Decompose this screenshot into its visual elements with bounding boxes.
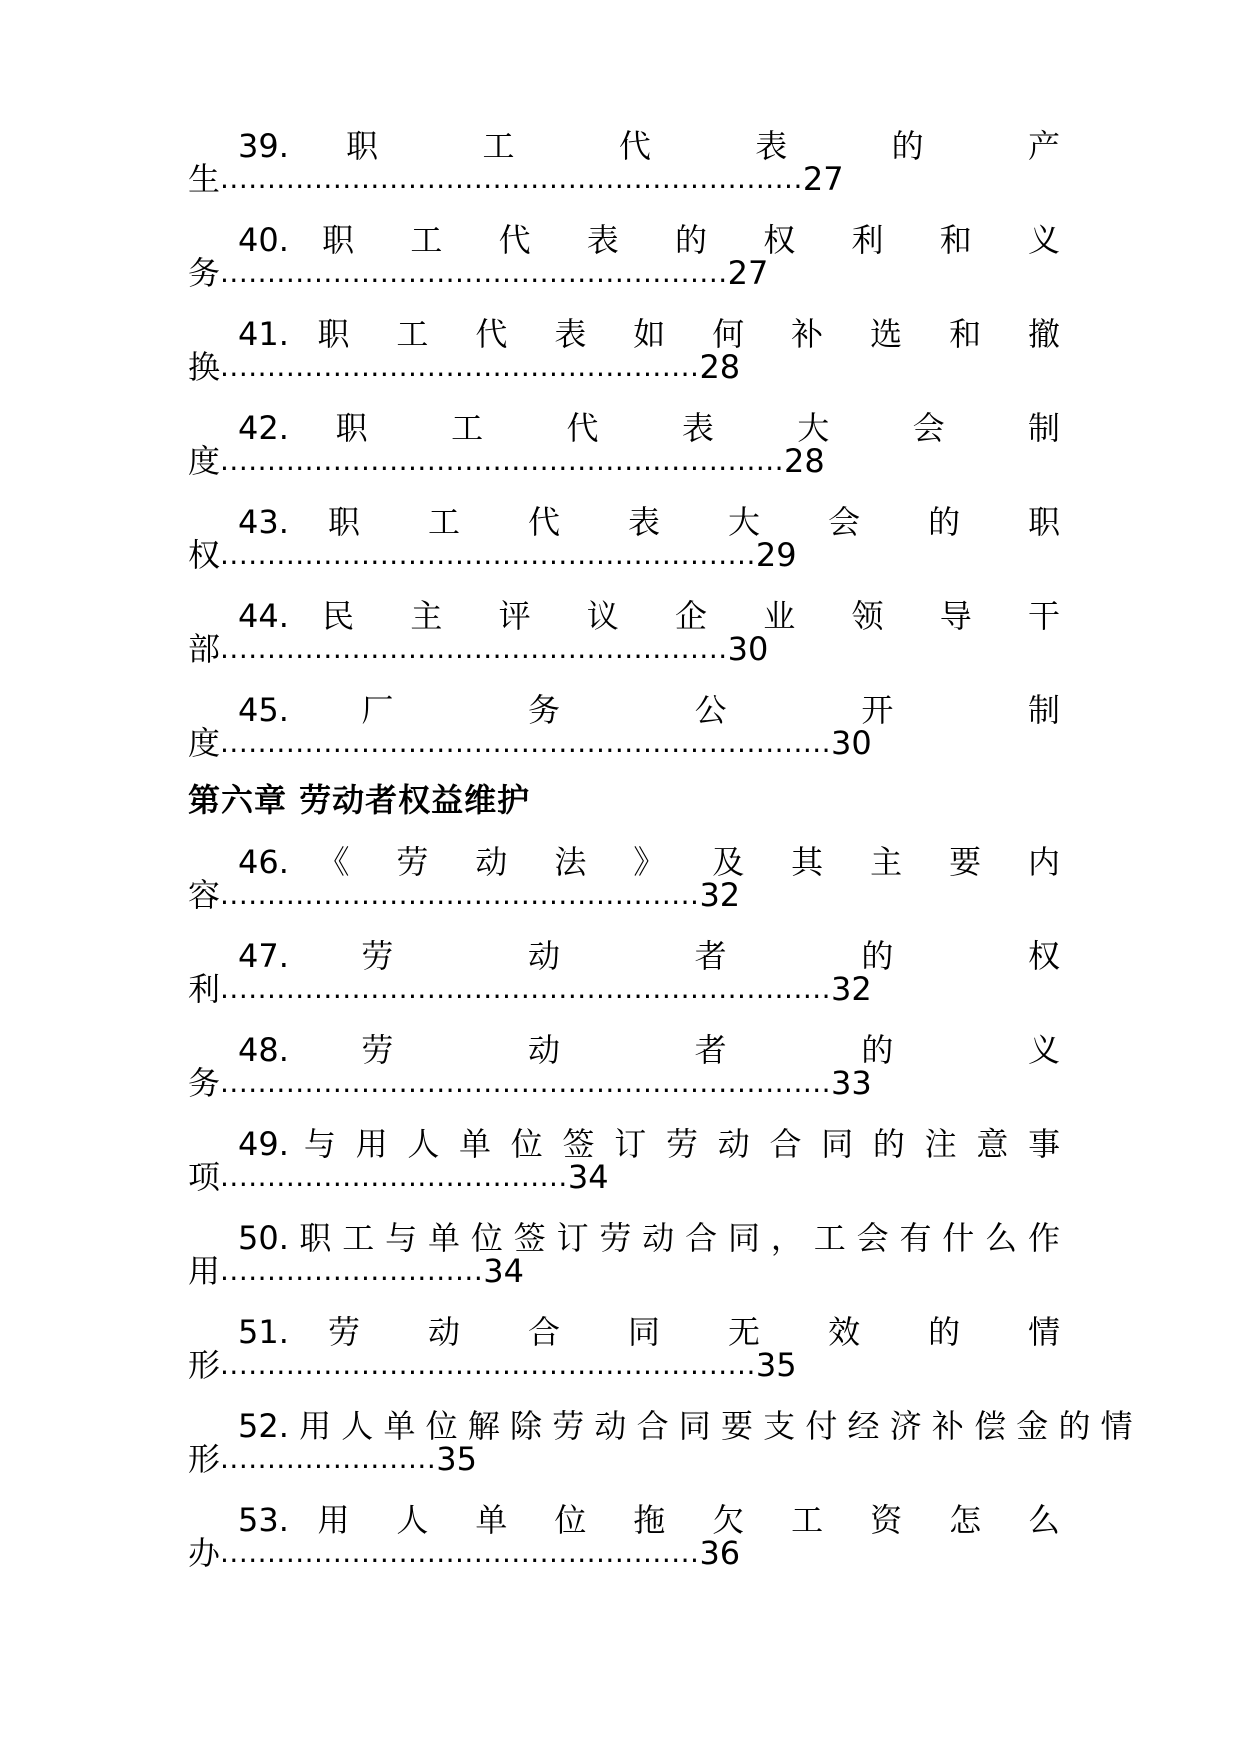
toc-page-number: 27 — [727, 254, 769, 292]
toc-entry-title-char: 用 — [317, 1501, 368, 1539]
toc-entry-title-char: 表 — [554, 315, 605, 353]
toc-dot-leader: .............................................................. — [220, 164, 803, 194]
toc-entry-title-char: 动 — [527, 937, 623, 975]
toc-entry-title-char: 的 — [891, 127, 971, 165]
toc-entry-title-char: 动 — [527, 1031, 623, 1069]
toc-dot-leader: ..................................... — [220, 1162, 568, 1192]
toc-entry-title-char: 济 — [889, 1407, 922, 1445]
toc-entry-title-char: 职 — [299, 1219, 332, 1257]
toc-entry-leader-line — [188, 876, 1060, 914]
toc-entry-title-char: 评 — [498, 597, 554, 635]
toc-page-number: 33 — [831, 1064, 872, 1102]
toc-entry-number: 47. — [238, 937, 289, 975]
toc-entry-title-char: 位 — [554, 1501, 605, 1539]
toc-page-number: 34 — [567, 1158, 609, 1196]
toc-entry-title-char: 领 — [851, 597, 907, 635]
toc-entry-title-char: 业 — [763, 597, 819, 635]
toc-entry-leader-line — [188, 254, 1060, 292]
toc-entry-title-char: 劳 — [396, 843, 447, 881]
toc-entry-title-char: 与 — [385, 1219, 418, 1257]
toc-entry-title-char: 表 — [755, 127, 835, 165]
toc-entry-title-char: 义 — [1028, 1031, 1061, 1069]
toc-entry-title-line — [188, 1126, 1060, 1162]
toc-group-before-chapter — [188, 127, 1061, 762]
toc-entry-leader-line — [188, 442, 1060, 480]
toc-entry-title-char: 》 — [633, 843, 684, 881]
toc-dot-leader: ...................................................... — [220, 258, 728, 288]
toc-entry-leader-line — [188, 1158, 1060, 1196]
toc-entry-title-char: 解 — [467, 1407, 500, 1445]
toc-entry-title-char: 工 — [813, 1219, 847, 1257]
toc-entry-title-char: 职 — [327, 503, 389, 541]
toc-entry-title-char: 的 — [861, 1031, 956, 1069]
toc-entry-title-char: 代 — [566, 409, 636, 447]
toc-entry-title-char: 《 — [317, 843, 368, 881]
toc-entry-title-char: 补 — [791, 315, 842, 353]
toc-entry-title-char: 内 — [1028, 843, 1061, 881]
toc-entry-title-char: 的 — [872, 1125, 910, 1163]
toc-dot-leader: ......................................................... — [220, 540, 756, 570]
toc-entry-title-char: 的 — [1058, 1407, 1091, 1445]
toc-entry-title-char: 职 — [335, 409, 405, 447]
toc-entry-title-char: 工 — [396, 315, 447, 353]
toc-entry[interactable] — [188, 1501, 1061, 1572]
toc-entry-leader-line — [188, 970, 1060, 1008]
toc-entry-title-char: 同 — [678, 1407, 711, 1445]
toc-entry-title-char: 主 — [870, 843, 921, 881]
toc-entry-title-char: 么 — [1028, 1501, 1061, 1539]
toc-entry[interactable] — [188, 127, 1060, 198]
toc-entry-title-char: 制 — [1028, 409, 1061, 447]
toc-entry-title-char: 其 — [791, 843, 842, 881]
toc-entry-title-char: ， — [770, 1219, 804, 1257]
toc-entry-title-end: 生 — [188, 160, 221, 198]
toc-entry-number: 49. — [238, 1125, 289, 1163]
toc-entry-title-char: 工 — [410, 221, 466, 259]
toc-entry-title-char: 情 — [1028, 1313, 1061, 1351]
toc-entry-title-char: 动 — [594, 1407, 627, 1445]
toc-entry-title-line — [188, 1032, 1060, 1068]
toc-entry-title-end: 换 — [188, 348, 221, 386]
toc-entry-title-char: 同 — [628, 1313, 689, 1351]
toc-entry-title-char: 大 — [797, 409, 866, 447]
toc-entry-title-char: 注 — [924, 1125, 962, 1163]
toc-entry-title-line — [188, 1407, 1133, 1445]
toc-entry[interactable] — [188, 315, 1061, 386]
toc-entry[interactable] — [188, 1219, 1061, 1290]
toc-entry[interactable] — [188, 409, 1061, 480]
toc-entry-title-char: 什 — [942, 1219, 975, 1257]
toc-entry-title-char: 支 — [763, 1407, 796, 1445]
toc-entry-title-end: 权 — [188, 536, 221, 574]
toc-page-number: 30 — [727, 630, 769, 668]
toc-entry-title-char: 大 — [728, 503, 789, 541]
toc-dot-leader: ......................................................... — [220, 1350, 756, 1380]
toc-entry-leader-line — [188, 1440, 1060, 1478]
toc-entry-title-char: 厂 — [361, 691, 456, 729]
toc-entry-title-char: 职 — [322, 221, 378, 259]
toc-dot-leader: ....................... — [220, 1444, 437, 1474]
toc-entry-number: 43. — [238, 503, 289, 541]
toc-entry-title-char: 会 — [828, 503, 889, 541]
toc-entry-title-char: 工 — [482, 127, 562, 165]
toc-entry-title-char: 动 — [717, 1125, 755, 1163]
toc-entry-title-char: 么 — [985, 1219, 1018, 1257]
toc-entry-title-char: 民 — [322, 597, 378, 635]
toc-entry-number: 45. — [238, 691, 289, 729]
toc-entry-title-char: 用 — [299, 1407, 332, 1445]
toc-entry-title-line — [188, 128, 1060, 164]
toc-entry-title-line — [188, 222, 1060, 258]
toc-entry-title-char: 同 — [821, 1125, 858, 1163]
toc-entry-title-char: 和 — [939, 221, 995, 259]
toc-page-number: 28 — [699, 348, 741, 386]
toc-entry-title-char: 议 — [586, 597, 642, 635]
toc-entry-title-char: 无 — [728, 1313, 789, 1351]
toc-entry-title-char: 表 — [586, 221, 642, 259]
toc-entry-title-end: 用 — [188, 1252, 221, 1290]
toc-dot-leader: ................................................... — [220, 1538, 700, 1568]
toc-entry-title-char: 怎 — [949, 1501, 1000, 1539]
toc-entry-title-char: 位 — [425, 1407, 458, 1445]
toc-entry-title-char: 经 — [847, 1407, 880, 1445]
toc-entry-number: 50. — [238, 1219, 289, 1257]
toc-entry-title-char: 工 — [791, 1501, 842, 1539]
toc-entry-title-char: 职 — [346, 127, 426, 165]
toc-entry-title-char: 何 — [712, 315, 763, 353]
toc-entry-title-char: 情 — [1100, 1407, 1133, 1445]
toc-entry-leader-line — [188, 536, 1060, 574]
toc-entry-title-end: 利 — [188, 970, 221, 1008]
toc-entry-title-char: 选 — [870, 315, 921, 353]
toc-entry-title-char: 的 — [928, 503, 989, 541]
toc-entry-title-char: 劳 — [665, 1125, 703, 1163]
toc-entry-number: 39. — [238, 127, 289, 165]
toc-entry-title-char: 欠 — [712, 1501, 763, 1539]
toc-entry[interactable] — [188, 1125, 1061, 1196]
toc-entry-leader-line — [188, 1534, 1060, 1572]
toc-entry[interactable] — [188, 937, 1061, 1008]
toc-entry-title-char: 主 — [410, 597, 466, 635]
toc-entry-title-char: 单 — [459, 1125, 496, 1163]
toc-entry-title-char: 产 — [1027, 127, 1060, 165]
toc-entry-title-char: 有 — [899, 1219, 932, 1257]
toc-entry-title-char: 代 — [475, 315, 526, 353]
toc-entry-number: 42. — [238, 409, 289, 447]
toc-entry-title-char: 劳 — [327, 1313, 389, 1351]
toc-page-number: 32 — [699, 876, 741, 914]
toc-entry-title-char: 与 — [303, 1125, 341, 1163]
toc-entry-title-char: 意 — [976, 1125, 1014, 1163]
toc-entry-number: 40. — [238, 221, 289, 259]
toc-entry-title-end: 务 — [188, 254, 221, 292]
toc-page-number: 36 — [699, 1534, 741, 1572]
toc-entry[interactable] — [188, 1407, 1133, 1478]
toc-entry-leader-line — [188, 630, 1060, 668]
toc-page-number: 28 — [784, 442, 825, 480]
toc-dot-leader: ................................................................. — [220, 728, 832, 758]
toc-entry-title-char: 单 — [475, 1501, 526, 1539]
toc-entry-leader-line — [188, 348, 1060, 386]
chapter-heading: 第六章 劳动者权益维护 — [188, 781, 531, 819]
toc-entry[interactable] — [188, 221, 1060, 292]
toc-entry-title-char: 工 — [342, 1219, 375, 1257]
toc-entry-title-char: 人 — [341, 1407, 374, 1445]
toc-entry-title-line — [188, 692, 1060, 728]
toc-entry-title-char: 要 — [720, 1407, 753, 1445]
toc-entry-title-end: 形 — [188, 1346, 221, 1384]
toc-entry-title-char: 合 — [528, 1313, 589, 1351]
toc-entry-title-char: 动 — [428, 1313, 489, 1351]
toc-entry-title-char: 签 — [513, 1219, 547, 1257]
toc-dot-leader: ................................................................. — [220, 1068, 832, 1098]
toc-entry-title-char: 动 — [475, 843, 526, 881]
toc-entry-title-char: 义 — [1027, 221, 1060, 259]
table-of-contents — [188, 127, 1133, 1596]
toc-entry-title-char: 订 — [614, 1125, 652, 1163]
toc-page-number: 29 — [755, 536, 797, 574]
toc-entry-title-char: 的 — [861, 937, 956, 975]
toc-entry-title-char: 表 — [681, 409, 751, 447]
toc-entry-title-char: 务 — [527, 691, 623, 729]
toc-entry-number: 53. — [238, 1501, 289, 1539]
toc-entry-title-end: 项 — [188, 1158, 221, 1196]
toc-entry[interactable] — [188, 843, 1061, 914]
toc-entry-title-char: 动 — [642, 1219, 675, 1257]
toc-entry-title-end: 办 — [188, 1534, 221, 1572]
toc-entry[interactable] — [188, 597, 1060, 668]
toc-entry-title-char: 干 — [1027, 597, 1060, 635]
toc-entry-leader-line — [188, 1346, 1060, 1384]
toc-entry-title-end: 度 — [188, 442, 221, 480]
toc-entry-title-char: 付 — [805, 1407, 838, 1445]
toc-entry-title-end: 务 — [188, 1064, 221, 1102]
toc-entry-leader-line — [188, 160, 1060, 198]
toc-entry-title-char: 劳 — [599, 1219, 632, 1257]
toc-entry-leader-line — [188, 724, 1060, 762]
toc-entry-title-char: 资 — [870, 1501, 921, 1539]
toc-entry-title-char: 订 — [556, 1219, 589, 1257]
toc-entry-title-char: 开 — [861, 691, 956, 729]
toc-page-number: 27 — [802, 160, 844, 198]
toc-page-number: 30 — [831, 724, 872, 762]
toc-entry-title-char: 导 — [939, 597, 995, 635]
toc-entry-title-char: 职 — [317, 315, 368, 353]
toc-entry-title-char: 的 — [675, 221, 731, 259]
toc-entry-title-char: 签 — [562, 1125, 600, 1163]
toc-entry-title-char: 位 — [470, 1219, 504, 1257]
toc-entry[interactable] — [188, 503, 1061, 574]
toc-entry-title-char: 偿 — [974, 1407, 1007, 1445]
toc-entry-title-char: 补 — [931, 1407, 964, 1445]
toc-entry[interactable] — [188, 1031, 1061, 1102]
toc-entry-title-char: 合 — [685, 1219, 718, 1257]
toc-entry-title-char: 者 — [694, 937, 789, 975]
toc-entry-title-char: 同 — [728, 1219, 761, 1257]
toc-dot-leader: ................................................... — [220, 880, 700, 910]
toc-dot-leader: ...................................................... — [220, 634, 728, 664]
toc-entry-title-char: 拖 — [633, 1501, 684, 1539]
toc-entry-title-char: 合 — [636, 1407, 669, 1445]
toc-entry[interactable] — [188, 1313, 1061, 1384]
toc-entry-title-line — [188, 504, 1060, 540]
toc-entry-title-char: 会 — [912, 409, 982, 447]
toc-entry-title-char: 工 — [451, 409, 520, 447]
toc-page-number: 35 — [755, 1346, 797, 1384]
toc-entry-title-char: 如 — [633, 315, 684, 353]
toc-dot-leader: ............................................................ — [220, 446, 785, 476]
toc-entry-title-char: 代 — [498, 221, 554, 259]
toc-entry-number: 48. — [238, 1031, 289, 1069]
toc-entry-number: 51. — [238, 1313, 289, 1351]
toc-dot-leader: ............................ — [220, 1256, 484, 1286]
toc-entry-number: 52. — [238, 1407, 289, 1445]
toc-entry-title-char: 代 — [528, 503, 589, 541]
toc-dot-leader: ................................................................. — [220, 974, 832, 1004]
toc-entry-title-line — [188, 1502, 1060, 1538]
toc-entry-title-char: 权 — [1028, 937, 1061, 975]
toc-entry-title-end: 形 — [188, 1440, 221, 1478]
toc-entry-title-char: 单 — [427, 1219, 461, 1257]
toc-entry-title-line — [188, 410, 1060, 446]
toc-entry-title-char: 要 — [949, 843, 1000, 881]
toc-entry-title-char: 制 — [1028, 691, 1061, 729]
toc-page-number: 32 — [831, 970, 872, 1008]
toc-entry-title-char: 及 — [712, 843, 763, 881]
toc-entry-title-char: 金 — [1016, 1407, 1049, 1445]
toc-entry-title-char: 位 — [510, 1125, 548, 1163]
toc-entry-title-char: 单 — [383, 1407, 416, 1445]
toc-page-number: 35 — [436, 1440, 477, 1478]
toc-entry-number: 46. — [238, 843, 289, 881]
toc-entry-title-char: 事 — [1028, 1125, 1061, 1163]
toc-entry-title-char: 的 — [928, 1313, 989, 1351]
toc-entry-title-char: 合 — [769, 1125, 807, 1163]
toc-group-chapter-six — [188, 843, 1133, 1572]
toc-entry-title-char: 公 — [694, 691, 789, 729]
toc-entry-title-char: 效 — [828, 1313, 889, 1351]
toc-entry[interactable] — [188, 691, 1061, 762]
toc-entry-title-char: 代 — [618, 127, 698, 165]
toc-entry-title-char: 表 — [628, 503, 689, 541]
toc-entry-title-char: 作 — [1028, 1219, 1061, 1257]
toc-entry-title-char: 法 — [554, 843, 605, 881]
toc-entry-leader-line — [188, 1252, 1060, 1290]
toc-dot-leader: ................................................... — [220, 352, 700, 382]
toc-entry-title-char: 劳 — [552, 1407, 585, 1445]
toc-entry-title-char: 权 — [763, 221, 819, 259]
toc-entry-title-line — [188, 316, 1060, 352]
toc-entry-title-char: 企 — [675, 597, 731, 635]
toc-entry-title-char: 会 — [856, 1219, 889, 1257]
toc-entry-title-char: 工 — [428, 503, 489, 541]
toc-page-number: 34 — [483, 1252, 524, 1290]
toc-entry-title-char: 职 — [1028, 503, 1061, 541]
toc-entry-title-end: 容 — [188, 876, 221, 914]
toc-entry-title-char: 除 — [510, 1407, 543, 1445]
toc-entry-title-char: 劳 — [361, 937, 456, 975]
toc-entry-title-line — [188, 938, 1060, 974]
toc-entry-leader-line — [188, 1064, 1060, 1102]
toc-entry-title-line — [188, 598, 1060, 634]
toc-entry-title-end: 度 — [188, 724, 221, 762]
toc-entry-title-char: 人 — [407, 1125, 445, 1163]
toc-entry-title-char: 劳 — [361, 1031, 456, 1069]
toc-entry-title-char: 者 — [694, 1031, 789, 1069]
toc-entry-title-char: 人 — [396, 1501, 447, 1539]
toc-entry-title-line — [188, 844, 1060, 880]
toc-entry-title-end: 部 — [188, 630, 221, 668]
toc-entry-title-char: 用 — [355, 1125, 393, 1163]
toc-entry-number: 41. — [238, 315, 289, 353]
toc-entry-title-char: 和 — [949, 315, 1000, 353]
toc-entry-number: 44. — [238, 597, 289, 635]
toc-entry-title-char: 利 — [851, 221, 907, 259]
toc-entry-title-line — [188, 1314, 1060, 1350]
toc-entry-title-line — [188, 1220, 1060, 1256]
toc-entry-title-char: 撤 — [1028, 315, 1061, 353]
